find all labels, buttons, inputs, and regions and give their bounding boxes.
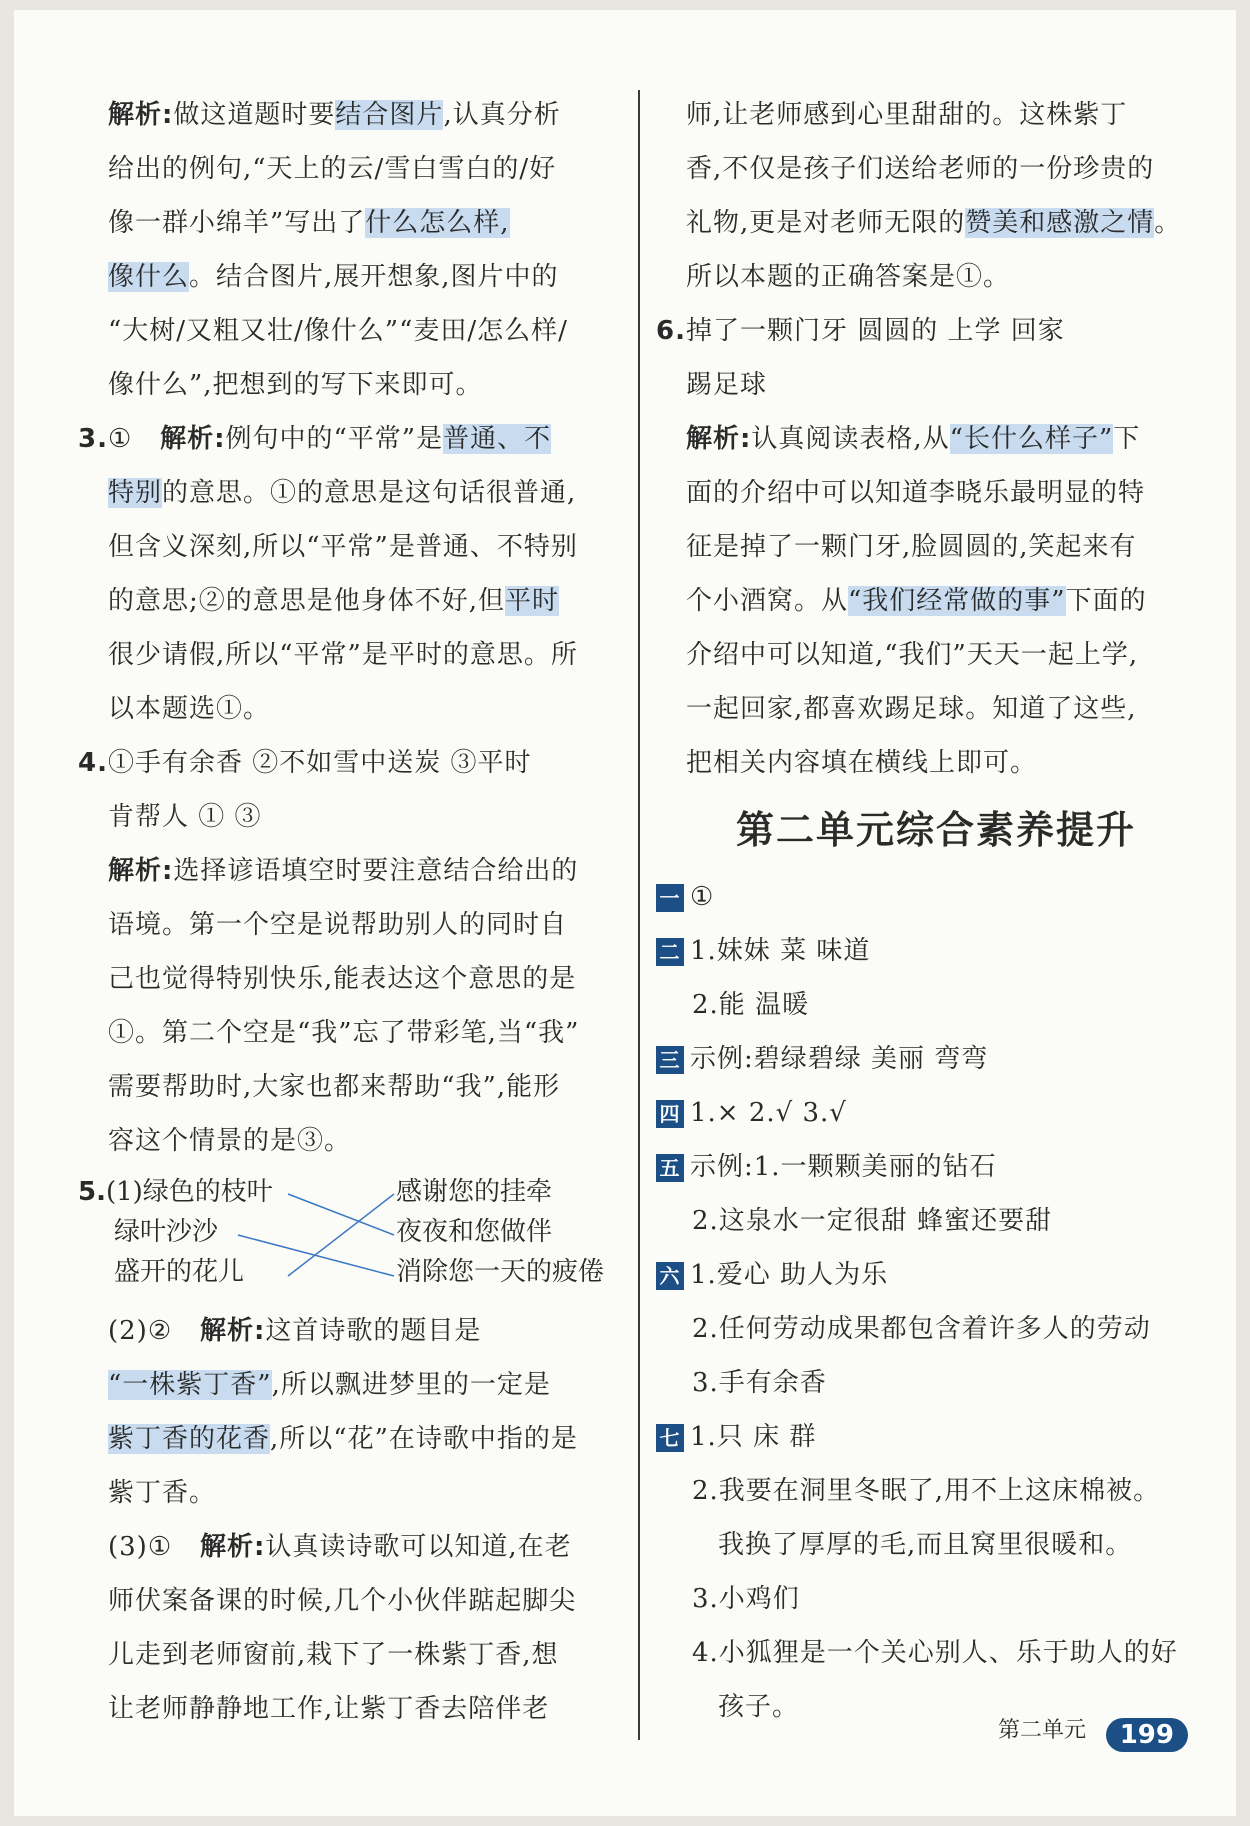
column-divider [638,90,640,1740]
q6-line-4: 面的介绍中可以知道李晓乐最明显的特 [686,478,1146,508]
match-row-2 [78,1212,626,1252]
section-7-line-3: 我换了厚厚的毛,而且窝里很暖和。 [718,1530,1133,1560]
match-right-3: 消除您一天的疲倦 [396,1257,605,1287]
cont-line-4: 所以本题的正确答案是①。 [686,262,1011,292]
q5-p3-line-3: 儿走到老师窗前,栽下了一株紫丁香,想 [108,1640,559,1670]
match-left-3: 盛开的花儿 [114,1257,245,1287]
section-7-line-5: 4.小狐狸是一个关心别人、乐于助人的好 [692,1638,1178,1668]
q3-line-5: 很少请假,所以“平常”是平时的意思。所 [108,640,578,670]
section-2-line-2: 2.能 温暖 [692,990,810,1020]
cont-line-2: 香,不仅是孩子们送给老师的一份珍贵的 [686,154,1155,184]
section-title: 第二单元综合素养提升 [735,808,1136,852]
q4-line-1: 4.①手有余香 ②不如雪中送炭 ③平时 [78,748,532,778]
match-left-1: 5.(1)绿色的枝叶 [78,1177,273,1207]
section-1: 一 ① [656,870,1216,924]
q6-line-1: 6.掉了一颗门牙 圆圆的 上学 回家 [656,316,1065,346]
q5-p2-line-4: 紫丁香。 [108,1478,217,1508]
q6-line-5: 征是掉了一颗门牙,脸圆圆的,笑起来有 [686,532,1137,562]
section-badge-1: 一 [656,884,684,912]
section-3: 三 示例:碧绿碧绿 美丽 弯弯 [656,1032,1216,1086]
q6-line-8: 一起回家,都喜欢踢足球。知道了这些, [686,694,1137,724]
section-4: 四 1.× 2.√ 3.√ [656,1086,1216,1140]
match-left-2: 绿叶沙沙 [114,1217,219,1247]
q2-analysis-line-4: 像什么。结合图片,展开想象,图片中的 [108,262,559,292]
q5-p2-line-1: (2)② 解析:这首诗歌的题目是 [108,1316,482,1346]
q3-line-1: 3.① 解析:例句中的“平常”是普通、不 [78,424,552,454]
q3-line-4: 的意思;②的意思是他身体不好,但平时 [108,586,560,616]
q5-p3-line-1: (3)① 解析:认真读诗歌可以知道,在老 [108,1532,572,1562]
q4-line-4: 语境。第一个空是说帮助别人的同时自 [108,910,568,940]
q4-line-7: 需要帮助时,大家也都来帮助“我”,能形 [108,1072,561,1102]
q5-p2-line-2: “一株紫丁香”,所以飘进梦里的一定是 [108,1370,551,1400]
q2-analysis-line-5: “大树/又粗又壮/像什么”“麦田/怎么样/ [108,316,568,346]
q4-line-2: 肯帮人 ① ③ [108,802,262,832]
q6-line-6: 个小酒窝。从“我们经常做的事”下面的 [686,586,1147,616]
right-column [656,88,1216,1734]
section-5-line-2: 2.这泉水一定很甜 蜂蜜还要甜 [692,1206,1053,1236]
match-right-1: 感谢您的挂牵 [396,1177,553,1207]
section-6-line-2: 2.任何劳动成果都包含着许多人的劳动 [692,1314,1151,1344]
q4-line-3: 解析:选择谚语填空时要注意结合给出的 [108,856,579,886]
q5-p3-line-2: 师伏案备课的时候,几个小伙伴踮起脚尖 [108,1586,577,1616]
q6-line-2: 踢足球 [686,370,768,400]
section-7-line-1: 七 1.只 床 群 [656,1410,1216,1464]
section-2-line-1: 二 1.妹妹 菜 味道 [656,924,1216,978]
q6-line-7: 介绍中可以知道,“我们”天天一起上学, [686,640,1139,670]
q3-line-6: 以本题选①。 [108,694,271,724]
section-badge-7: 七 [656,1424,684,1452]
cont-line-3: 礼物,更是对老师无限的赞美和感激之情。 [686,208,1182,238]
q3-line-3: 但含义深刻,所以“平常”是普通、不特别 [108,532,578,562]
q5-p2-line-3: 紫丁香的花香,所以“花”在诗歌中指的是 [108,1424,578,1454]
match-right-2: 夜夜和您做伴 [396,1217,553,1247]
section-7-line-2: 2.我要在洞里冬眠了,用不上这床棉被。 [692,1476,1161,1506]
q2-analysis-line-3: 像一群小绵羊”写出了什么怎么样, [108,208,510,238]
q2-analysis-line-6: 像什么”,把想到的写下来即可。 [108,370,483,400]
q4-line-8: 容这个情景的是③。 [108,1126,352,1156]
section-badge-6: 六 [656,1262,684,1290]
section-badge-2: 二 [656,938,684,966]
q6-line-9: 把相关内容填在横线上即可。 [686,748,1038,778]
left-column [78,88,626,1736]
match-row-1 [78,1172,626,1212]
answer-page [14,10,1236,1816]
section-badge-5: 五 [656,1154,684,1182]
q4-line-6: ①。第二个空是“我”忘了带彩笔,当“我” [108,1018,580,1048]
section-badge-4: 四 [656,1100,684,1128]
q2-analysis-line-1: 解析:做这道题时要结合图片,认真分析 [108,100,561,130]
q5-matching [78,1172,626,1298]
q4-line-5: 己也觉得特别快乐,能表达这个意思的是 [108,964,577,994]
q5-p3-line-4: 让老师静静地工作,让紫丁香去陪伴老 [108,1694,550,1724]
q6-line-3: 解析:认真阅读表格,从“长什么样子”下 [686,424,1141,454]
q2-analysis-line-2: 给出的例句,“天上的云/雪白雪白的/好 [108,154,557,184]
match-row-3 [78,1252,626,1292]
page-number: 199 [1106,1718,1188,1752]
q3-line-2: 特别的意思。①的意思是这句话很普通, [108,478,577,508]
section-badge-3: 三 [656,1046,684,1074]
section-6-line-1: 六 1.爱心 助人为乐 [656,1248,1216,1302]
footer-unit-label: 第二单元 [997,1718,1086,1743]
section-5-line-1: 五 示例:1.一颗颗美丽的钻石 [656,1140,1216,1194]
section-7-line-4: 3.小鸡们 [692,1584,800,1614]
section-6-line-3: 3.手有余香 [692,1368,827,1398]
cont-line-1: 师,让老师感到心里甜甜的。这株紫丁 [686,100,1128,130]
section-7-line-6: 孩子。 [718,1692,800,1722]
